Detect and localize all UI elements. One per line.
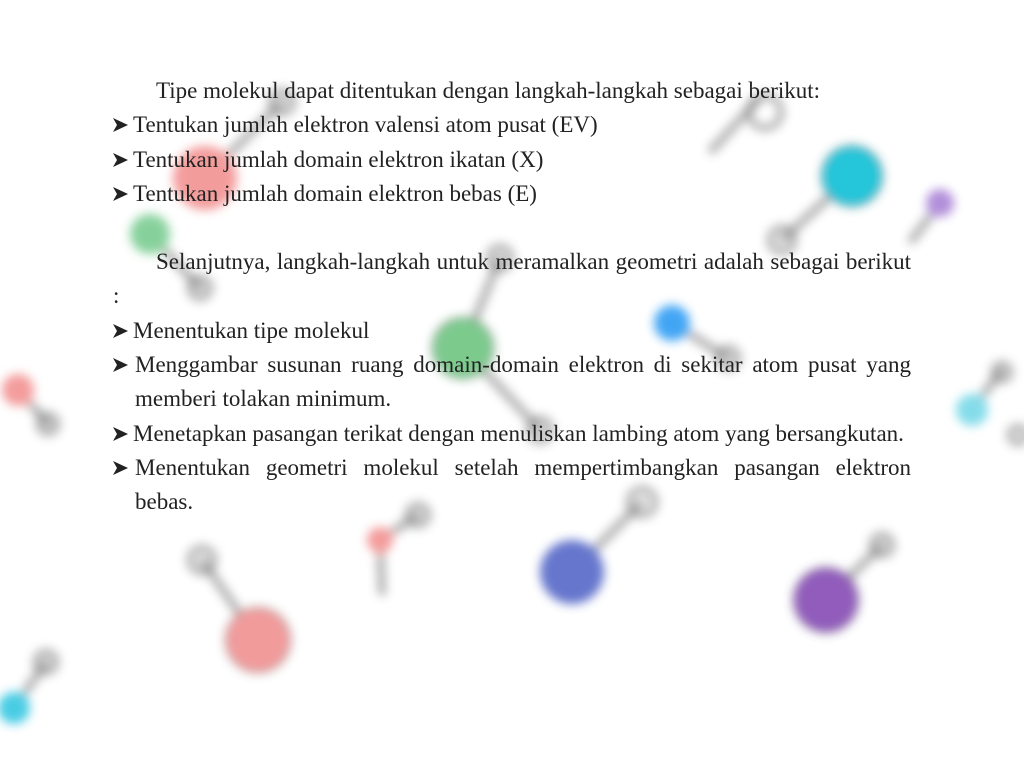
node-cyan-right xyxy=(956,394,988,426)
arrow-bullet-icon xyxy=(113,451,128,485)
node-indigo-bottom xyxy=(540,540,604,604)
arrow-bullet-icon xyxy=(113,108,128,142)
arrow-bullet-icon xyxy=(113,143,128,177)
list-item xyxy=(113,451,911,520)
arrow-bullet-icon xyxy=(113,177,128,211)
step-text: Menentukan geometri molekul setelah mempertimbangkan pasangan elektron bebas. xyxy=(135,454,911,515)
step-text: Menentukan tipe molekul xyxy=(133,317,370,343)
list-item xyxy=(113,348,911,417)
geometry-steps-list xyxy=(113,314,911,520)
list-item xyxy=(113,143,911,177)
list-item xyxy=(113,417,911,451)
second-paragraph: Selanjutnya, langkah-langkah untuk meramalkan geometri adalah sebagai berikut : xyxy=(113,249,911,309)
step-text: Tentukan jumlah elektron valensi atom pusat (EV) xyxy=(133,112,598,138)
step-text: Tentukan jumlah domain elektron bebas (E) xyxy=(133,180,537,206)
step-text: Tentukan jumlah domain elektron ikatan (X) xyxy=(133,146,544,172)
step-text: Menetapkan pasangan terikat dengan menuliskan lambing atom yang bersangkutan. xyxy=(133,420,904,446)
list-item xyxy=(113,177,911,211)
step-text: Menggambar susunan ruang domain-domain elektron di sekitar atom pusat yang memberi tolakan minimum. xyxy=(135,352,911,412)
intro-paragraph: Tipe molekul dapat ditentukan dengan langkah-langkah sebagai berikut: xyxy=(156,78,821,103)
list-item xyxy=(113,314,911,348)
paragraph-spacer xyxy=(113,211,911,245)
node-purple-bottom xyxy=(794,568,858,632)
slide-text-block xyxy=(113,74,911,520)
steps-list xyxy=(113,108,911,211)
arrow-bullet-icon xyxy=(113,348,128,382)
list-item xyxy=(113,108,911,142)
arrow-bullet-icon xyxy=(113,417,128,451)
node-salmon-left xyxy=(2,374,34,406)
node-salmon-bottom xyxy=(226,608,290,672)
arrow-bullet-icon xyxy=(113,314,128,348)
node-salmon-small xyxy=(367,527,393,553)
node-purple-small xyxy=(926,189,954,217)
